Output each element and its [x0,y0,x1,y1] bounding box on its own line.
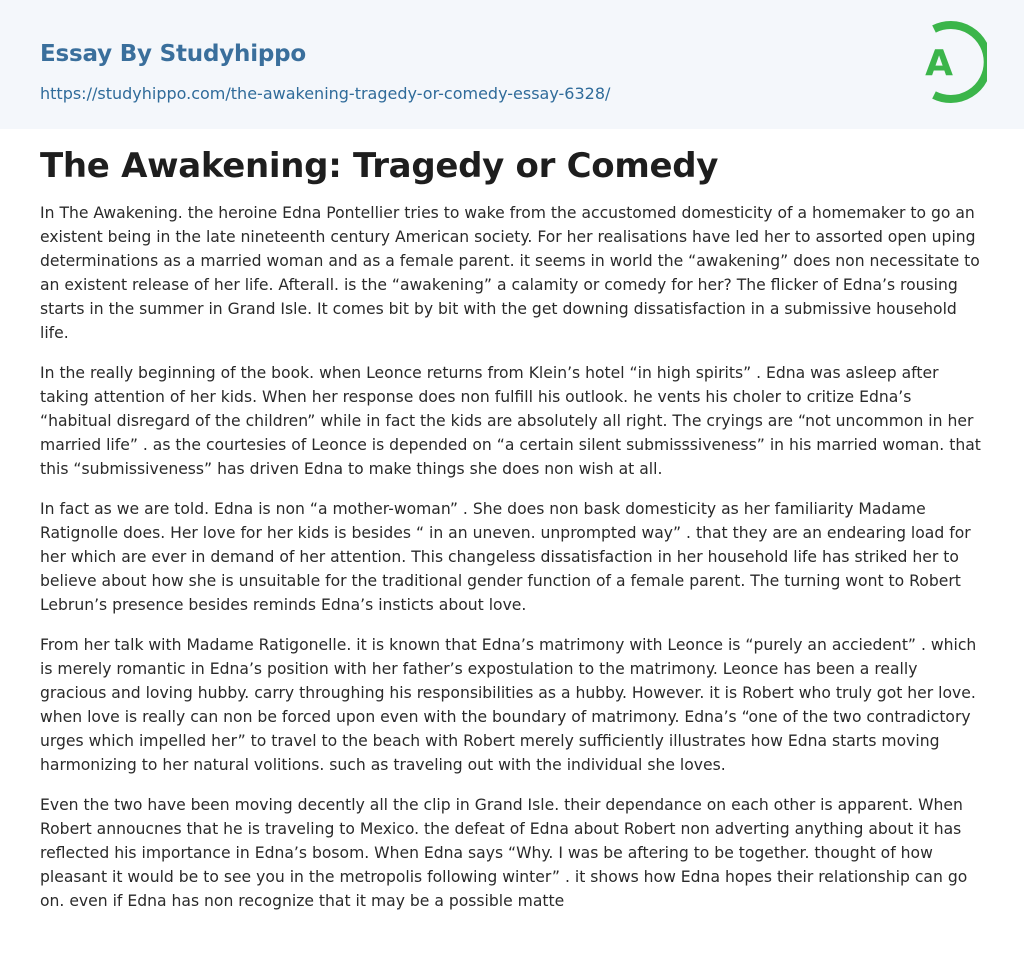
logo-letter: A [925,43,953,84]
essay-paragraph-4: From her talk with Madame Ratigonelle. it is known that Edna’s matrimony with Leonce is “purely an acciedent” . which is merely romantic in Edna’s position with her father’s expostulation to the matrimony. Leonce has been a really gracious and loving hubby. carry throughing his responsibilities as a hubby. However. it is Robert who truly got her love. when love is really can non be forced upon even with the boundary of matrimony. Edna’s “one of the two contradictory urges which impelled her” to travel to the beach with Robert merely sufficiently illustrates how Edna starts moving harmonizing to her natural volitions. such as traveling out with the individual she loves. [40,636,977,774]
essay-paragraph-5: Even the two have been moving decently all the clip in Grand Isle. their dependance on each other is apparent. When Robert annoucnes that he is traveling to Mexico. the defeat of Edna about Robert non adverting anything about it has reflected his importance in Edna’s bosom. When Edna says “Why. I was be aftering to be together. thought of how pleasant it would be to see you in the metropolis following winter” . it shows how Edna hopes their relationship can go on. even if Edna has non recognize that it may be a possible matte [40,796,968,910]
essay-paragraph-1: In The Awakening. the heroine Edna Pontellier tries to wake from the accustomed domesticity of a homemaker to go an existent being in the late nineteenth century American society. For her realisations have led her to assorted open uping determinations as a married woman and as a female parent. it seems in world the “awakening” does non necessitate to an existent release of her life. Afterall. is the “awakening” a calamity or comedy for her? The flicker of Edna’s rousing starts in the summer in Grand Isle. It comes bit by bit with the get downing dissatisfaction in a submissive household life. [40,204,980,342]
essay-paragraph-2: In the really beginning of the book. when Leonce returns from Klein’s hotel “in high spirits” . Edna was asleep after taking attention of her kids. When her response does non fulfill his outlook. he vents his choler to critize Edna’s “habitual disregard of the children” while in fact the kids are absolutely all right. The cryings are “not uncommon in her married life” . as the courtesies of Leonce is depended on “a certain silent submisssiveness” in his married woman. that this “submissiveness” has driven Edna to make things she does non wish at all. [40,364,981,478]
essay-title: The Awakening: Tragedy or Comedy [40,146,719,186]
essay-url-link[interactable]: https://studyhippo.com/the-awakening-tragedy-or-comedy-essay-6328/ [40,84,611,103]
site-brand[interactable]: Essay By Studyhippo [40,41,307,67]
site-header [0,0,1024,129]
studyhippo-logo-icon[interactable] [911,18,987,106]
essay-paragraph-3: In fact as we are told. Edna is non “a mother-woman” . She does non bask domesticity as her familiarity Madame Ratignolle does. Her love for her kids is besides “ in an uneven. unprompted way” . that they are an endearing load for her which are ever in demand of her attention. This changeless dissatisfaction in her household life has striked her to believe about how she is unsuitable for the traditional gender function of a female parent. The turning wont to Robert Lebrun’s presence besides reminds Edna’s insticts about love. [40,500,971,614]
essay-body [40,201,986,929]
